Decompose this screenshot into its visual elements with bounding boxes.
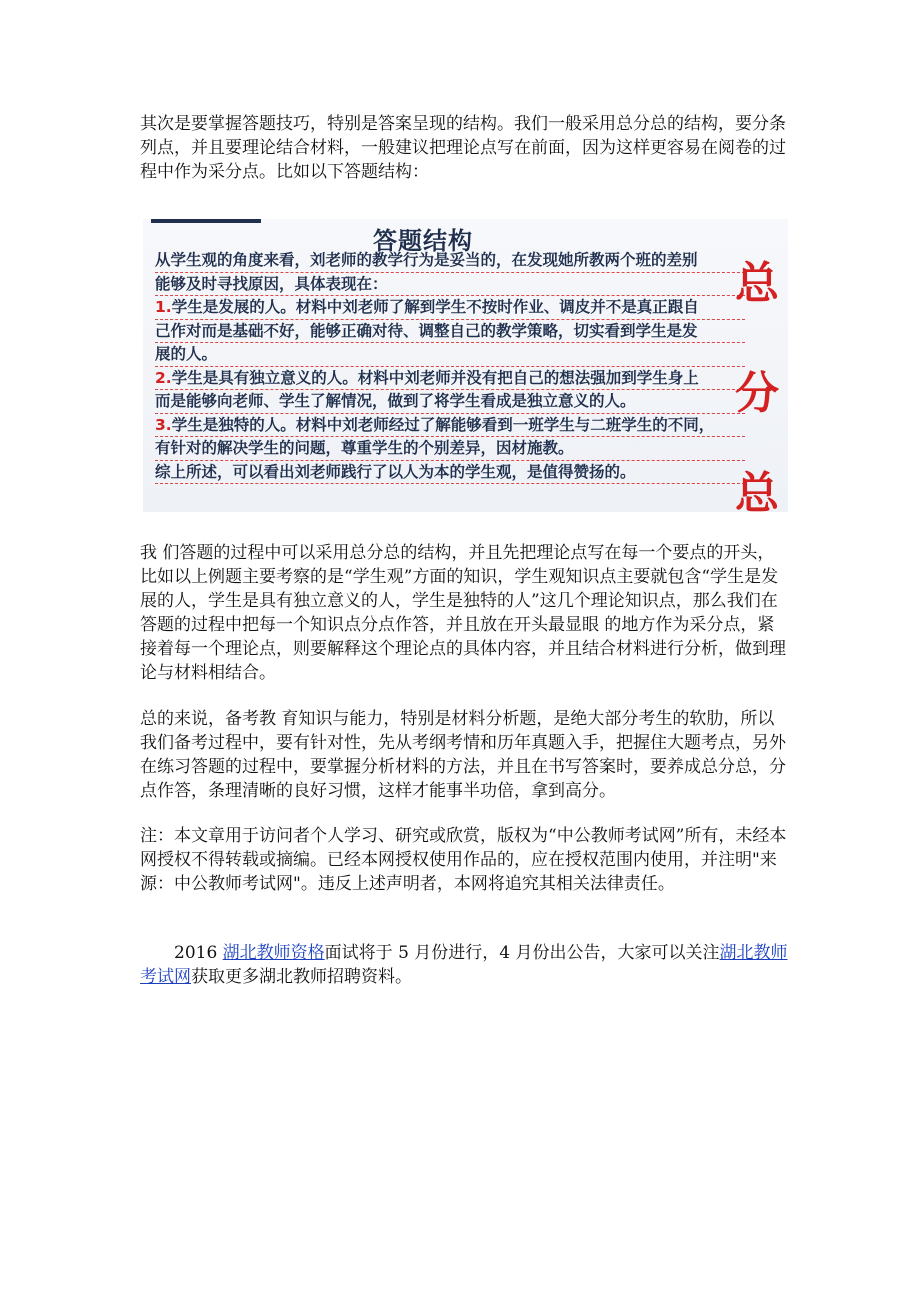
hubei-teacher-qualification-link[interactable]: 湖北教师资格 xyxy=(222,943,325,963)
figure-line: 能够及时寻找原因，具体表现在： xyxy=(155,273,745,297)
announcement-text: 获取更多湖北教师招聘资料。 xyxy=(191,967,412,987)
paragraph-answer-technique: 其次是要掌握答题技巧，特别是答案呈现的结构。我们一般采用总分总的结构，要分条列点，并且要理论结合材料，一般建议把理论点写在前面，因为这样更容易在阅卷的过程中作为采分点。比如以下答题结构： xyxy=(140,114,786,182)
figure-line: 1.学生是发展的人。材料中刘老师了解到学生不按时作业、调皮并不是真正跟自 xyxy=(155,296,745,320)
figure-line: 从学生观的角度来看，刘老师的教学行为是妥当的，在发现她所教两个班的差别 xyxy=(155,249,745,273)
paragraph-structure-explanation: 我 们答题的过程中可以采用总分总的结构，并且先把理论点写在每一个要点的开头，比如以上例题主要考察的是“学生观”方面的知识，学生观知识点主要就包含“学生是发展的人，学生是具有独立意义的人，学生是独特的人”这几个理论知识点，那么我们在答题的过程中把每一个知识点分点作答，并且放在开头最显眼 的地方作为采分点，紧接着每一个理论点，则要解释这个理论点的具体内容，并且结合材料进行分析，做到理论与材料相结合。 xyxy=(140,543,786,683)
side-label-parts: 分 xyxy=(735,368,779,419)
figure-line: 而是能够向老师、学生了解情况，做到了将学生看成是独立意义的人。 xyxy=(155,390,745,414)
paragraph-copyright-notice: 注：本文章用于访问者个人学习、研究或欣赏，版权为“中公教师考试网”所有，未经本网授权不得转载或摘编。已经本网授权使用作品的，应在授权范围内使用，并注明"来源：中公教师考试网"。违反上述声明者，本网将追究其相关法律责任。 xyxy=(140,826,787,894)
figure-line: 己作对而是基础不好，能够正确对待、调整自己的教学策略，切实看到学生是发 xyxy=(155,320,745,344)
side-label-total-top: 总 xyxy=(735,258,779,309)
hubei-teacher-exam-site-link[interactable]: 湖北教师考试网 xyxy=(140,943,788,987)
figure-line: 综上所述，可以看出刘老师践行了以人为本的学生观，是值得赞扬的。 xyxy=(155,461,745,485)
answer-structure-figure xyxy=(143,219,788,512)
paragraph-announcement xyxy=(140,941,790,989)
figure-title: 答题结构 xyxy=(373,227,473,255)
figure-line: 展的人。 xyxy=(155,343,745,367)
figure-line: 有针对的解决学生的问题，尊重学生的个别差异，因材施教。 xyxy=(155,437,745,461)
figure-line: 2.学生是具有独立意义的人。材料中刘老师并没有把自己的想法强加到学生身上 xyxy=(155,367,745,391)
announcement-text: 面试将于 5 月份进行，4 月份出公告，大家可以关注 xyxy=(324,943,720,963)
side-label-total-bottom: 总 xyxy=(735,468,779,512)
announcement-text: 2016 xyxy=(174,943,223,963)
figure-lines xyxy=(155,249,745,484)
figure-line: 3.学生是独特的人。材料中刘老师经过了解能够看到一班学生与二班学生的不同， xyxy=(155,414,745,438)
paragraph-summary: 总的来说，备考教 育知识与能力，特别是材料分析题，是绝大部分考生的软肋，所以我们备考过程中，要有针对性，先从考纲考情和历年真题入手，把握住大题考点，另外在练习答题的过程中，要掌握分析材料的方法，并且在书写答案时，要养成总分总，分点作答，条理清晰的良好习惯，这样才能事半功倍，拿到高分。 xyxy=(140,709,786,801)
